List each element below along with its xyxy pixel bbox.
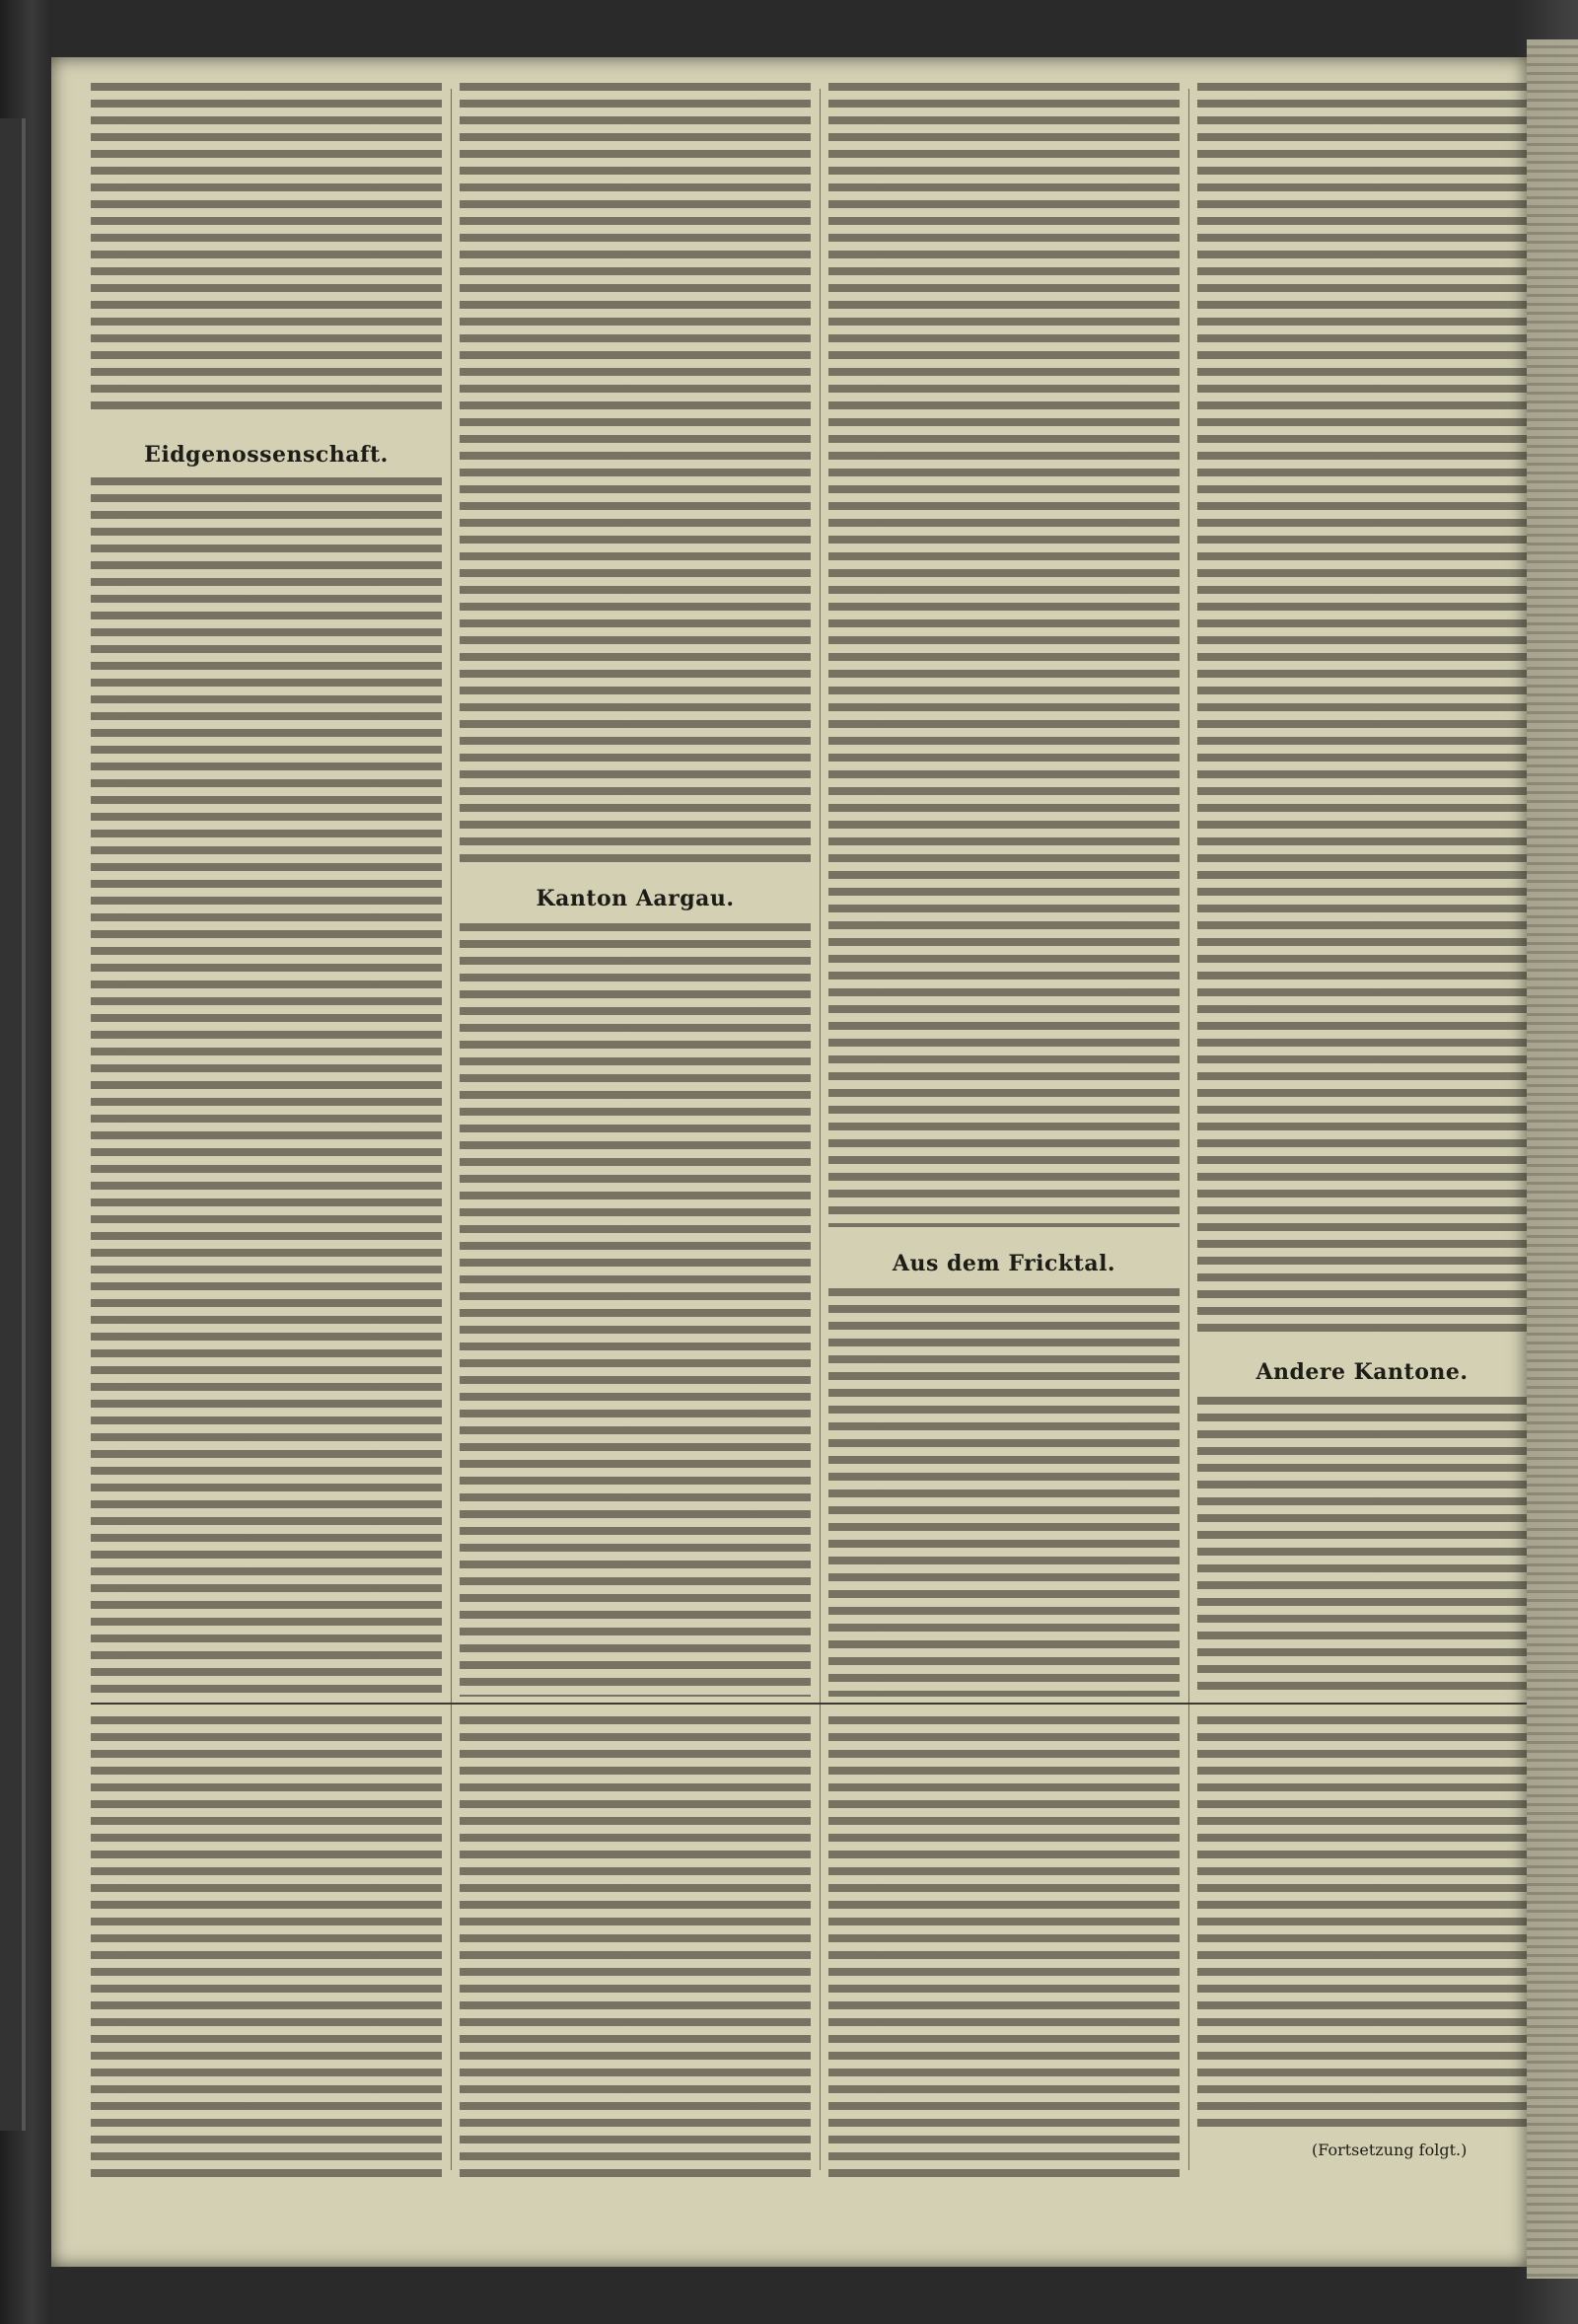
column-rule <box>451 89 452 2170</box>
article-text-lines <box>828 1288 1180 1697</box>
column-4 <box>1197 83 1527 2184</box>
section-heading: Eidgenossenschaft. <box>144 442 389 468</box>
section-heading: Andere Kantone. <box>1255 1359 1469 1385</box>
binding-edge <box>0 118 26 2131</box>
column-rule <box>820 89 821 2170</box>
feuilleton-text-lines <box>828 1716 1180 2180</box>
article-text-lines <box>460 923 811 1697</box>
article-text-lines <box>91 477 442 1697</box>
column-2 <box>460 83 811 2184</box>
article-text-lines <box>828 83 1180 1227</box>
article-text-lines <box>1197 1397 1527 1697</box>
column-rule <box>1188 89 1189 2170</box>
column-3 <box>828 83 1180 2184</box>
article-text-lines <box>91 83 442 418</box>
column-1 <box>91 83 442 2184</box>
article-text-lines <box>460 83 811 862</box>
adjacent-page-edge <box>1527 39 1578 2279</box>
article-text-lines <box>1197 83 1527 1336</box>
feuilleton-text-lines <box>1197 1716 1527 2131</box>
continuation-note: (Fortsetzung folgt.) <box>1312 2141 1468 2159</box>
section-heading: Kanton Aargau. <box>536 886 735 911</box>
section-heading: Aus dem Fricktal. <box>892 1251 1116 1276</box>
feuilleton-text-lines <box>91 1716 442 2180</box>
feuilleton-text-lines <box>460 1716 811 2180</box>
